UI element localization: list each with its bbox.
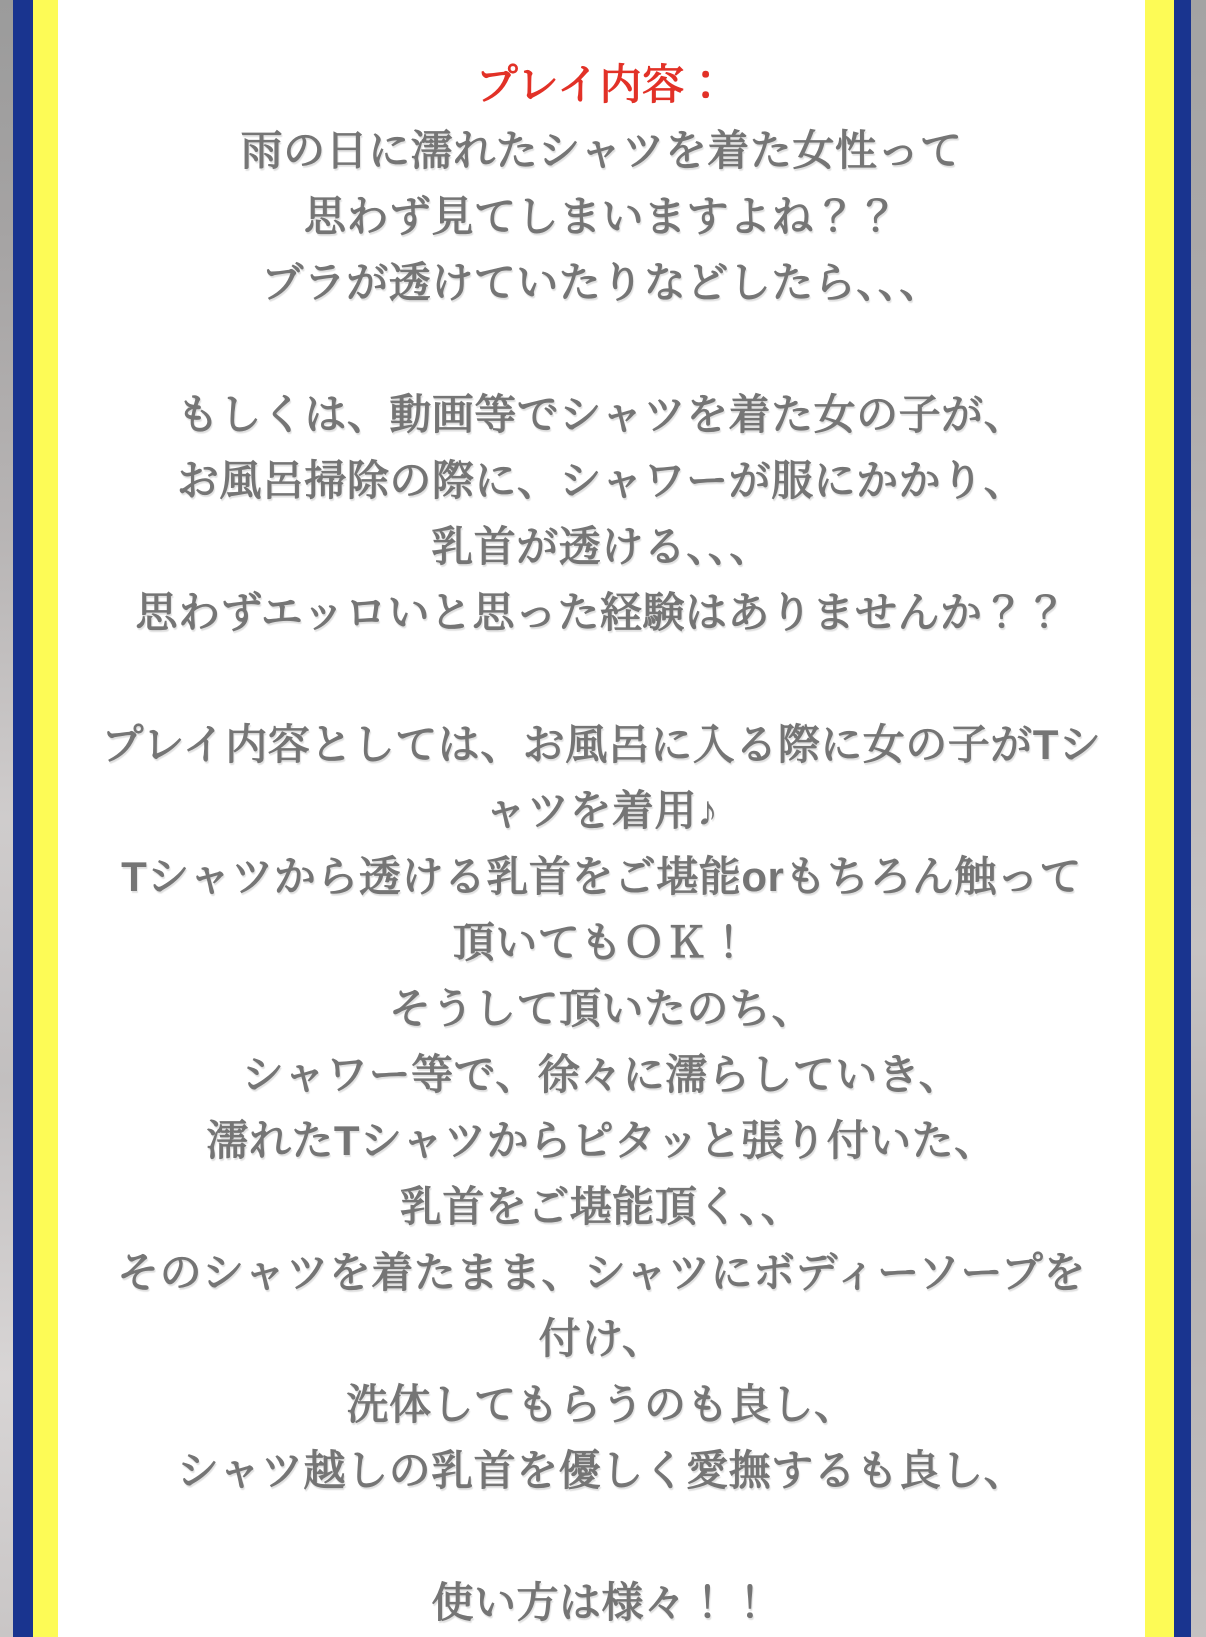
background-edge-right	[1191, 0, 1206, 1637]
content-area	[58, 0, 1145, 1637]
text-line: そのシャツを着たまま、シャツにボディーソープを	[117, 1249, 1086, 1296]
text-line: 思わずエッロいと思った経験はありませんか？？	[135, 589, 1068, 636]
paragraph-spacer	[58, 316, 1145, 382]
paragraph-spacer	[58, 1504, 1145, 1570]
text-line: ブラが透けていたりなどしたら、、、	[261, 259, 942, 306]
background-edge-left	[0, 0, 13, 1637]
border-blue-left	[13, 0, 33, 1637]
text-line: お風呂掃除の際に、シャワーが服にかかり、	[176, 457, 1027, 504]
text-line: シャツ越しの乳首を優しく愛撫するも良し、	[176, 1447, 1027, 1494]
text-line: プレイ内容としては、お風呂に入る際に女の子がTシ	[101, 721, 1102, 768]
text-line: ャツを着用♪	[484, 787, 719, 834]
border-yellow-right	[1145, 0, 1174, 1637]
text-line: 思わず見てしまいますよね？？	[303, 193, 899, 240]
text-line: Tシャツから透ける乳首をご堪能orもちろん触って	[121, 853, 1082, 900]
border-yellow-left	[33, 0, 58, 1637]
text-line: 付け、	[538, 1315, 665, 1362]
text-line: もしくは、動画等でシャツを着た女の子が、	[176, 391, 1027, 438]
paragraph-spacer	[58, 646, 1145, 712]
text-line: 使い方は様々！！	[431, 1579, 772, 1626]
text-line: 濡れたTシャツからピタッと張り付いた、	[206, 1117, 997, 1164]
text-line: 洗体してもらうのも良し、	[346, 1381, 857, 1428]
text-line: そうして頂いたのち、	[388, 985, 814, 1032]
text-line: 乳首をご堪能頂く、、	[399, 1183, 804, 1230]
section-heading: プレイ内容：	[475, 61, 728, 108]
body-text	[58, 118, 1145, 1636]
border-blue-right	[1174, 0, 1191, 1637]
text-line: シャワー等で、徐々に濡らしていき、	[241, 1051, 962, 1098]
text-line: 頂いてもＯＫ！	[452, 919, 751, 966]
text-line: 雨の日に濡れたシャツを着た女性って	[240, 127, 963, 174]
text-line: 乳首が透ける、、、	[431, 523, 772, 570]
